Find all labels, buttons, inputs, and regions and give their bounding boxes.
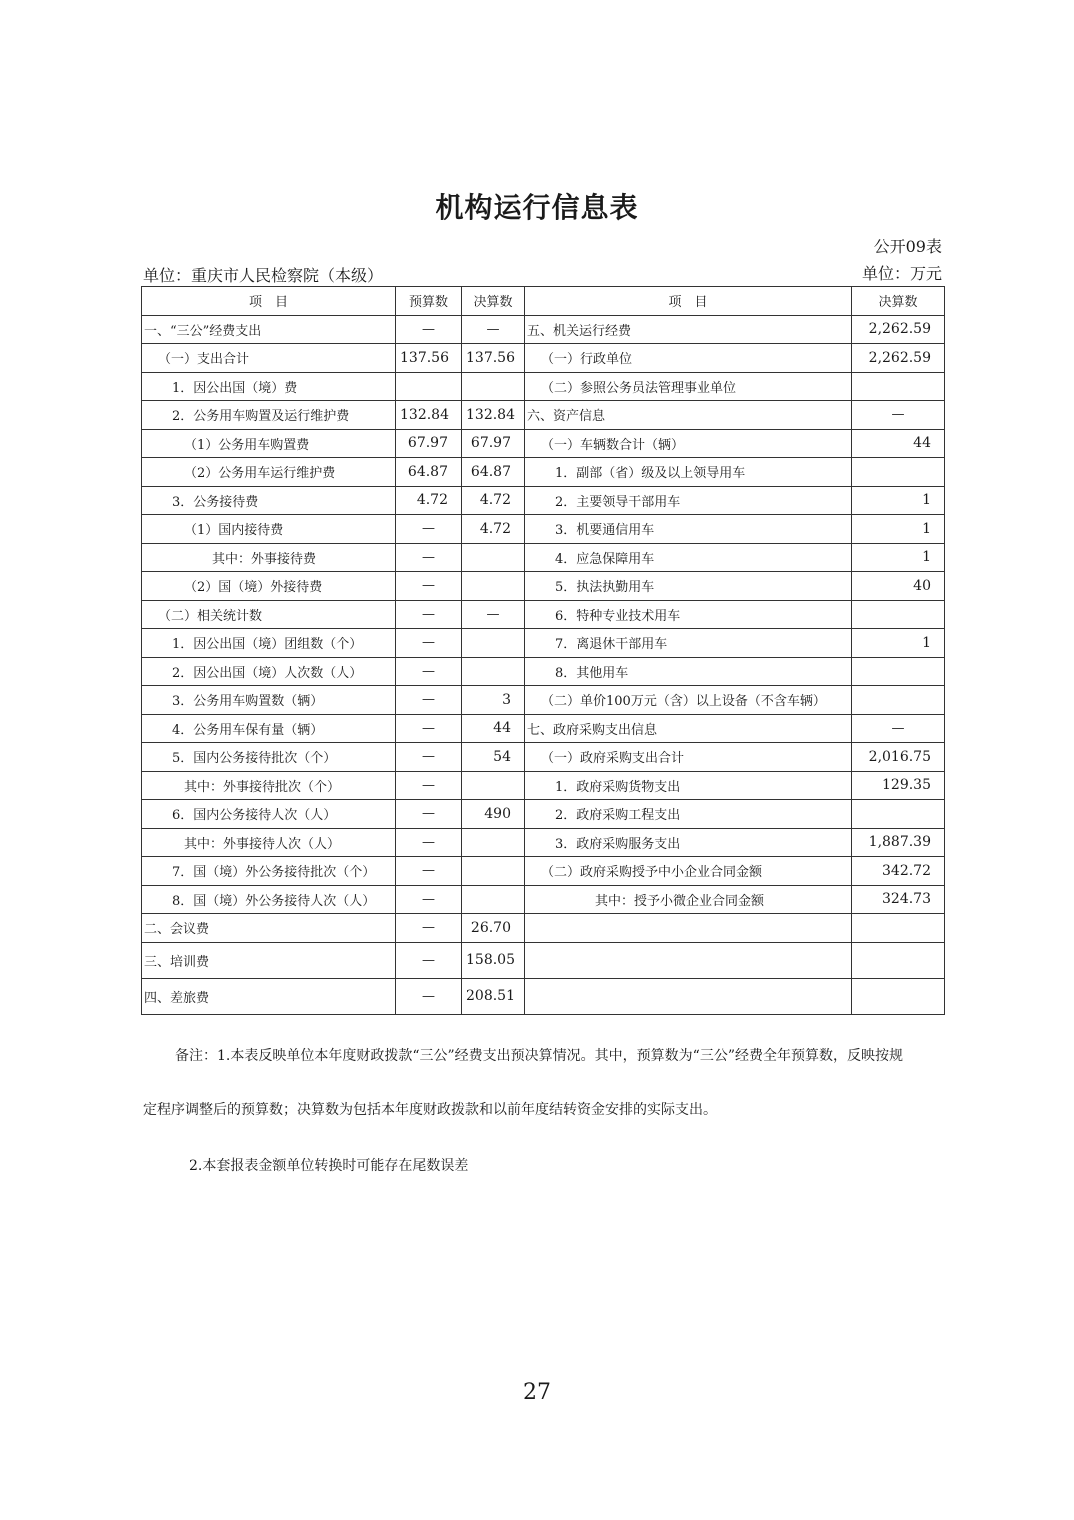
row-final-left: —: [462, 315, 525, 344]
row-item-left: 5．国内公务接待批次（个）: [142, 743, 396, 772]
row-final-right: 1: [852, 543, 945, 572]
note-line-3: 2.本套报表金额单位转换时可能存在尾数误差: [189, 1158, 469, 1174]
row-budget: —: [396, 771, 462, 800]
row-final-right: —: [852, 401, 945, 430]
row-item-right: 7．离退休干部用车: [525, 629, 852, 658]
table-row: [142, 372, 945, 401]
row-budget: —: [396, 629, 462, 658]
row-final-left: 490: [462, 800, 525, 829]
row-item-right: （一）政府采购支出合计: [525, 743, 852, 772]
row-final-right: [852, 800, 945, 829]
row-final-right: [852, 942, 945, 978]
table-row: [142, 686, 945, 715]
row-final-right: 2,016.75: [852, 743, 945, 772]
row-final-right: 2,262.59: [852, 315, 945, 344]
row-item-right: （一）行政单位: [525, 344, 852, 373]
row-final-right: [852, 458, 945, 487]
row-final-right: [852, 686, 945, 715]
row-item-left: （1）国内接待费: [142, 515, 396, 544]
row-final-right: 1: [852, 486, 945, 515]
row-item-right: [525, 942, 852, 978]
row-final-left: 132.84: [462, 401, 525, 430]
row-budget: —: [396, 885, 462, 914]
row-item-right: （二）政府采购授予中小企业合同金额: [525, 857, 852, 886]
table-row: [142, 629, 945, 658]
page-title: 机构运行信息表: [435, 191, 639, 224]
row-budget: —: [396, 315, 462, 344]
row-item-left: 其中：外事接待费: [142, 543, 396, 572]
table-row: [142, 344, 945, 373]
reporting-unit: 单位：重庆市人民检察院（本级）: [143, 266, 384, 285]
row-final-left: 4.72: [462, 515, 525, 544]
row-final-left: 158.05: [462, 942, 525, 978]
table-row: [142, 543, 945, 572]
row-final-left: [462, 657, 525, 686]
row-item-left: 四、差旅费: [142, 978, 396, 1014]
note-line-1: 备注：1.本表反映单位本年度财政拨款“三公”经费支出预决算情况。其中，预算数为“三公”经费全年预算数，反映按规: [175, 1048, 903, 1064]
row-budget: —: [396, 828, 462, 857]
row-budget: [396, 372, 462, 401]
row-final-left: [462, 572, 525, 601]
row-final-left: 67.97: [462, 429, 525, 458]
row-item-left: （2）国（境）外接待费: [142, 572, 396, 601]
row-item-right: 5．执法执勤用车: [525, 572, 852, 601]
row-final-right: 44: [852, 429, 945, 458]
row-item-left: 三、培训费: [142, 942, 396, 978]
header-item-right: 项 目: [525, 287, 852, 316]
page-number: 27: [523, 1380, 551, 1405]
table-row: [142, 458, 945, 487]
row-final-right: 129.35: [852, 771, 945, 800]
institution-operation-table: [141, 286, 945, 1015]
header-item-left: 项 目: [142, 287, 396, 316]
header-final-right: 决算数: [852, 287, 945, 316]
row-final-right: 1,887.39: [852, 828, 945, 857]
row-final-left: [462, 828, 525, 857]
row-item-left: 6．国内公务接待人次（人）: [142, 800, 396, 829]
table-header-row: [142, 287, 945, 316]
table-row: [142, 857, 945, 886]
row-budget: —: [396, 572, 462, 601]
row-item-left: 其中：外事接待批次（个）: [142, 771, 396, 800]
row-budget: —: [396, 686, 462, 715]
row-final-right: 324.73: [852, 885, 945, 914]
row-final-right: —: [852, 714, 945, 743]
row-budget: —: [396, 515, 462, 544]
row-budget: —: [396, 714, 462, 743]
row-budget: —: [396, 657, 462, 686]
row-final-left: 44: [462, 714, 525, 743]
row-item-left: 其中：外事接待人次（人）: [142, 828, 396, 857]
row-final-right: 40: [852, 572, 945, 601]
table-row: [142, 914, 945, 943]
row-final-right: [852, 657, 945, 686]
row-item-left: 7．国（境）外公务接待批次（个）: [142, 857, 396, 886]
row-item-right: 五、机关运行经费: [525, 315, 852, 344]
row-final-left: [462, 771, 525, 800]
table-row: [142, 401, 945, 430]
row-final-right: 1: [852, 515, 945, 544]
table-row: [142, 315, 945, 344]
row-item-right: （二）单价100万元（含）以上设备（不含车辆）: [525, 686, 852, 715]
row-item-right: 3．机要通信用车: [525, 515, 852, 544]
table-row: [142, 486, 945, 515]
row-item-right: 六、资产信息: [525, 401, 852, 430]
row-item-left: （二）相关统计数: [142, 600, 396, 629]
row-final-left: [462, 857, 525, 886]
row-budget: —: [396, 914, 462, 943]
table-row: [142, 714, 945, 743]
row-item-right: 3．政府采购服务支出: [525, 828, 852, 857]
currency-unit: 单位：万元: [861, 264, 942, 283]
row-budget: 64.87: [396, 458, 462, 487]
row-item-right: 2．政府采购工程支出: [525, 800, 852, 829]
table-row: [142, 743, 945, 772]
table-row: [142, 657, 945, 686]
row-final-right: [852, 978, 945, 1014]
table-row: [142, 572, 945, 601]
row-item-left: （2）公务用车运行维护费: [142, 458, 396, 487]
table-row: [142, 429, 945, 458]
table-row: [142, 942, 945, 978]
row-final-left: 54: [462, 743, 525, 772]
row-final-left: 26.70: [462, 914, 525, 943]
row-item-left: 8．国（境）外公务接待人次（人）: [142, 885, 396, 914]
table-row: [142, 828, 945, 857]
header-final-left: 决算数: [462, 287, 525, 316]
row-final-right: [852, 372, 945, 401]
row-item-left: （1）公务用车购置费: [142, 429, 396, 458]
row-item-left: 1．因公出国（境）费: [142, 372, 396, 401]
row-final-left: 3: [462, 686, 525, 715]
header-budget: 预算数: [396, 287, 462, 316]
row-budget: 4.72: [396, 486, 462, 515]
note-line-2: 定程序调整后的预算数；决算数为包括本年度财政拨款和以前年度结转资金安排的实际支出。: [143, 1102, 717, 1118]
table-row: [142, 771, 945, 800]
row-item-right: 8．其他用车: [525, 657, 852, 686]
row-final-left: [462, 629, 525, 658]
row-item-right: 4．应急保障用车: [525, 543, 852, 572]
row-budget: 132.84: [396, 401, 462, 430]
row-item-right: 2．主要领导干部用车: [525, 486, 852, 515]
row-item-left: 1．因公出国（境）团组数（个）: [142, 629, 396, 658]
row-item-left: 2．公务用车购置及运行维护费: [142, 401, 396, 430]
row-budget: —: [396, 800, 462, 829]
row-budget: 67.97: [396, 429, 462, 458]
table-row: [142, 800, 945, 829]
row-budget: —: [396, 978, 462, 1014]
row-item-right: 1．副部（省）级及以上领导用车: [525, 458, 852, 487]
row-item-left: 一、“三公”经费支出: [142, 315, 396, 344]
row-final-right: 2,262.59: [852, 344, 945, 373]
row-budget: —: [396, 543, 462, 572]
row-item-left: 3．公务用车购置数（辆）: [142, 686, 396, 715]
row-final-right: [852, 600, 945, 629]
row-budget: —: [396, 942, 462, 978]
row-final-left: 4.72: [462, 486, 525, 515]
row-final-right: 342.72: [852, 857, 945, 886]
row-final-left: 64.87: [462, 458, 525, 487]
form-number: 公开09表: [873, 237, 942, 256]
row-item-left: （一）支出合计: [142, 344, 396, 373]
row-item-left: 4．公务用车保有量（辆）: [142, 714, 396, 743]
row-final-left: 137.56: [462, 344, 525, 373]
row-final-right: [852, 914, 945, 943]
row-item-left: 二、会议费: [142, 914, 396, 943]
row-budget: —: [396, 743, 462, 772]
table-row: [142, 978, 945, 1014]
row-item-right: （一）车辆数合计（辆）: [525, 429, 852, 458]
row-final-right: 1: [852, 629, 945, 658]
row-budget: —: [396, 857, 462, 886]
row-item-right: [525, 914, 852, 943]
row-item-right: 其中：授予小微企业合同金额: [525, 885, 852, 914]
row-item-right: 6．特种专业技术用车: [525, 600, 852, 629]
row-item-left: 2．因公出国（境）人次数（人）: [142, 657, 396, 686]
row-item-right: （二）参照公务员法管理事业单位: [525, 372, 852, 401]
table-row: [142, 885, 945, 914]
row-final-left: [462, 885, 525, 914]
row-final-left: [462, 543, 525, 572]
row-item-right: 1．政府采购货物支出: [525, 771, 852, 800]
row-budget: —: [396, 600, 462, 629]
table-row: [142, 600, 945, 629]
row-budget: 137.56: [396, 344, 462, 373]
row-final-left: —: [462, 600, 525, 629]
row-final-left: 208.51: [462, 978, 525, 1014]
table-row: [142, 515, 945, 544]
row-item-right: [525, 978, 852, 1014]
row-final-left: [462, 372, 525, 401]
row-item-left: 3．公务接待费: [142, 486, 396, 515]
row-item-right: 七、政府采购支出信息: [525, 714, 852, 743]
